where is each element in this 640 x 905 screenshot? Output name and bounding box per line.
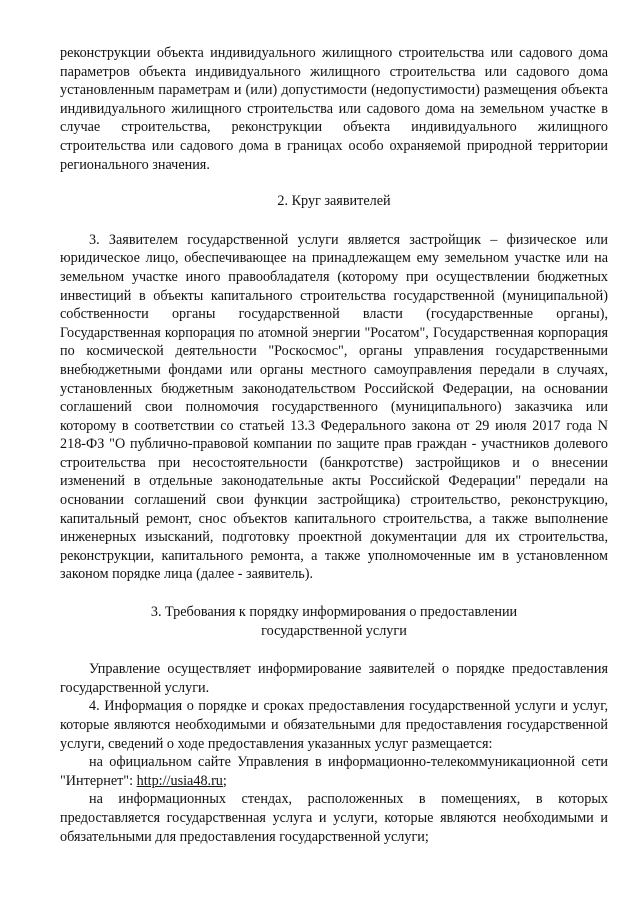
paragraph-4: 4. Информация о порядке и сроках предоставления государственной услуги и услуг, которые являются необходимыми и обязательными для предоставления государственной услуги, сведений о ходе предоставления указанных услуг размещается: bbox=[60, 698, 608, 752]
intro-paragraph: реконструкции объекта индивидуального жилищного строительства или садового дома параметров объекта индивидуального жилищного строительства или садового дома установленным параметрам и (или) допустимости (недопустимости) размещения объекта индивидуального жилищного строительства или садового дома на земельном участке в случае строительства, реконструкции объекта индивидуального жилищного строительства или садового дома в границах особо охраняемой природной территории регионального значения. bbox=[60, 45, 608, 173]
list-item-official-site bbox=[60, 753, 608, 790]
official-site-link[interactable]: http://usia48.ru bbox=[136, 772, 223, 789]
document-body bbox=[60, 44, 608, 846]
section-3-heading bbox=[60, 603, 608, 640]
official-site-text: на официальном сайте Управления в информационно-телекоммуникационной сети "Интернет": bbox=[60, 754, 608, 789]
list-item-info-stands: на информационных стендах, расположенных в помещениях, в которых предоставляется государственная услуга и услуги, которые являются необходимыми и обязательными для предоставления государственной услуги; bbox=[60, 791, 608, 845]
informing-paragraph: Управление осуществляет информирование заявителей о порядке предоставления государственной услуги. bbox=[60, 661, 608, 696]
official-site-suffix: ; bbox=[222, 772, 227, 789]
section-2-heading: 2. Круг заявителей bbox=[277, 193, 391, 210]
section-3-heading-line-2: государственной услуги bbox=[261, 622, 407, 639]
section-3-heading-line-1: 3. Требования к порядку информирования о предоставлении bbox=[150, 604, 518, 621]
paragraph-3: 3. Заявителем государственной услуги является застройщик – физическое или юридическое лицо, обеспечивающее на принадлежащем ему земельном участке или на земельном участке иного правообладателя (которому при осуществлении бюджетных инвестиций в объекты капитального строительства государственной (муниципальной) собственности органы государственной власти (государственные органы), Государственная корпорация по атомной энергии "Росатом", Государственная корпорация по космической деятельности "Роскосмос", органы управления государственными внебюджетными фондами или органы местного самоуправления передали в случаях, установленных бюджетным законодательством Российской Федерации, на основании соглашений свои полномочия государственного (муниципального) заказчика или которому в соответствии со статьей 13.3 Федерального закона от 29 июля 2017 года N 218-ФЗ "О публично-правовой компании по защите прав граждан - участников долевого строительства при несостоятельности (банкротстве) застройщиков и о внесении изменений в отдельные законодательные акты Российской Федерации" передали на основании соглашений свои функции застройщика) строительство, реконструкцию, капитальный ремонт, снос объектов капитального строительства, а также выполнение инженерных изысканий, подготовку проектной документации для их строительства, реконструкции, капитального ремонта, а также уполномоченные им в установленном законом порядке лица (далее - заявитель). bbox=[60, 231, 608, 583]
